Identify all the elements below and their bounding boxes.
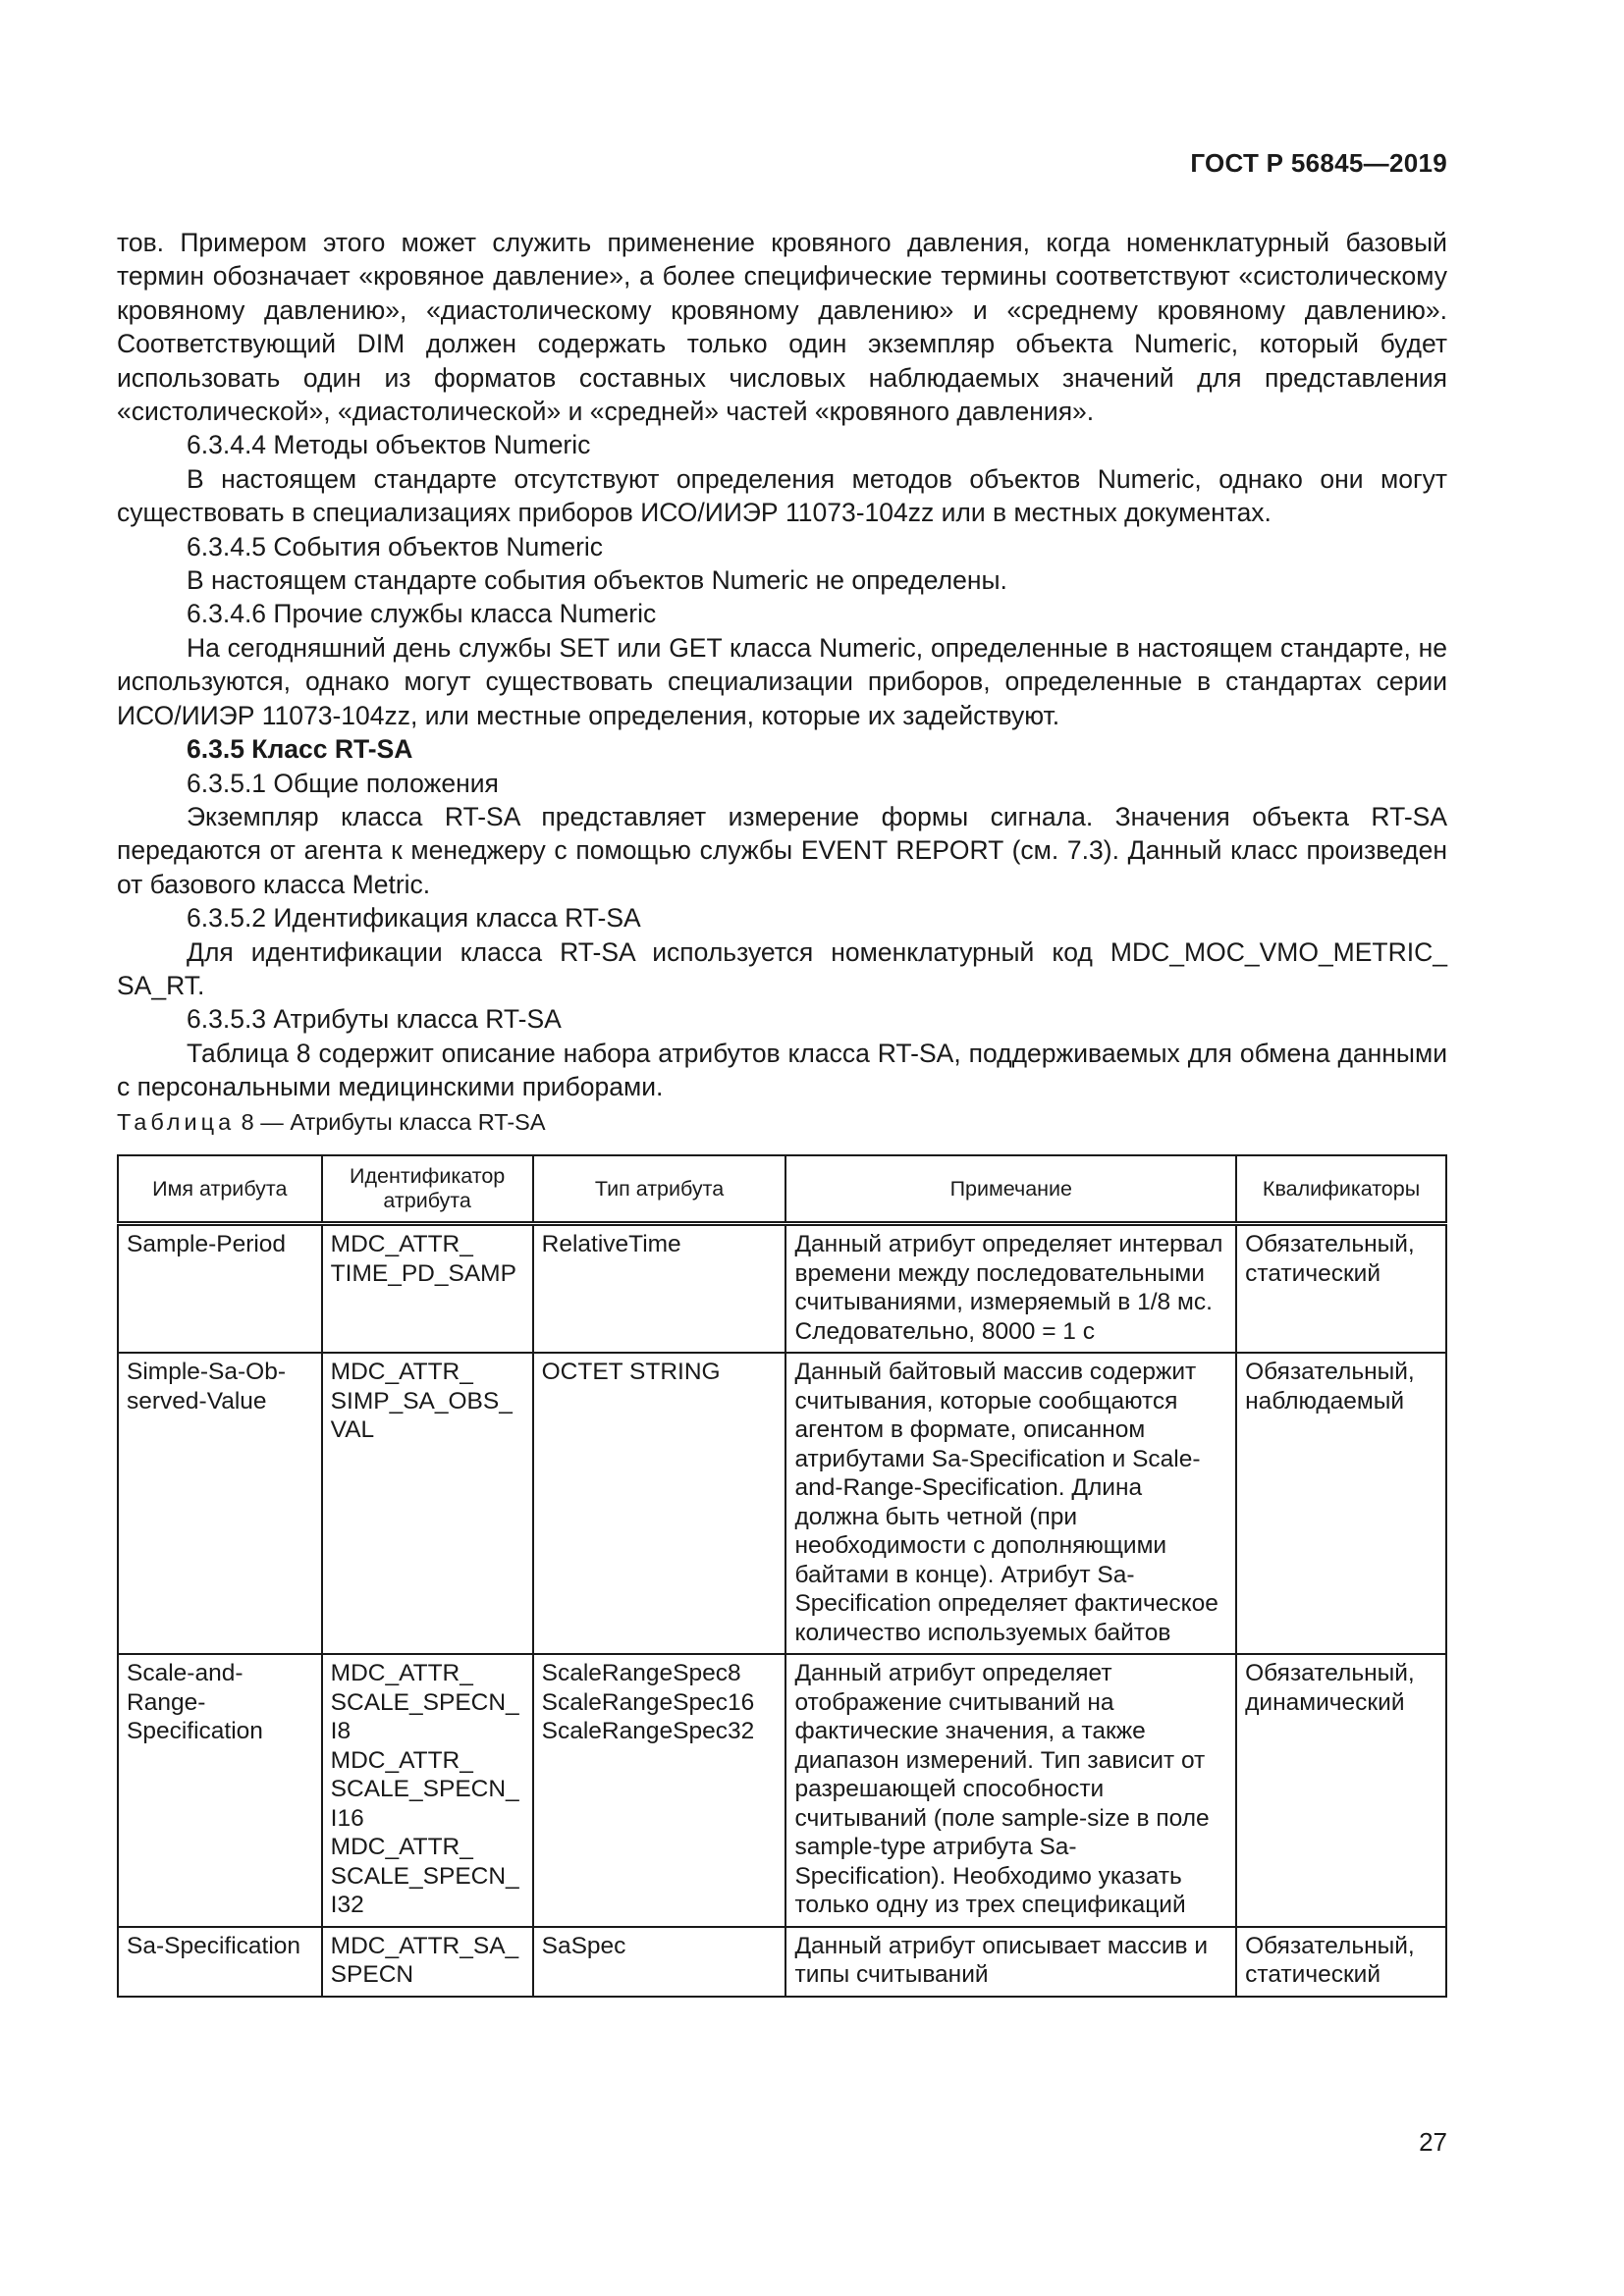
table-row bbox=[118, 1654, 1446, 1927]
cell-qualifiers: Обязательный, статический bbox=[1236, 1927, 1446, 1997]
paragraph-6-3-5-3: Таблица 8 содержит описание набора атрибутов класса RT-SA, поддерживаемых для обмена данными с персональными медицинскими приборами. bbox=[117, 1038, 1447, 1102]
cell-note: Данный атрибут описывает массив и типы считываний bbox=[785, 1927, 1236, 1997]
column-header-note: Примечание bbox=[785, 1155, 1236, 1224]
table-header-row bbox=[118, 1155, 1446, 1224]
cell-name: Sa-Specification bbox=[118, 1927, 322, 1997]
cell-qualifiers: Обязательный, динамический bbox=[1236, 1654, 1446, 1927]
cell-note: Данный байтовый массив содержит считывания, которые сообщаются агентом в формате, описанном атрибутами Sa-Specification и Scale-and-Range-Specification. Длина должна быть четной (при необходимости с дополняющими байтами в конце). Атрибут Sa-Specification определяет фактическое количество используемых байтов bbox=[785, 1353, 1236, 1654]
cell-identifier: MDC_ATTR_ SIMP_SA_OBS_ VAL bbox=[322, 1353, 533, 1654]
paragraph-6-3-4-4: В настоящем стандарте отсутствуют определения методов объектов Numeric, однако они могут существовать в специализациях приборов ИСО/ИИЭР 11073-104zz или в местных документах. bbox=[117, 463, 1447, 528]
table-caption bbox=[117, 1109, 546, 1136]
column-header-name: Имя атрибута bbox=[118, 1155, 322, 1224]
section-heading-6-3-4-5: 6.3.4.5 События объектов Numeric bbox=[187, 531, 604, 561]
cell-type: ScaleRangeSpec8 ScaleRangeSpec16 ScaleRangeSpec32 bbox=[533, 1654, 786, 1927]
column-header-type: Тип атрибута bbox=[533, 1155, 786, 1224]
cell-identifier: MDC_ATTR_ SCALE_SPECN_ I8 MDC_ATTR_ SCALE_SPECN_ I16 MDC_ATTR_ SCALE_SPECN_ I32 bbox=[322, 1654, 533, 1927]
cell-qualifiers: Обязательный, наблюдаемый bbox=[1236, 1353, 1446, 1654]
cell-note: Данный атрибут определяет интервал времени между последовательными считываниями, измеряемый в 1/8 мс. Следовательно, 8000 = 1 с bbox=[785, 1224, 1236, 1354]
section-heading-6-3-5-2: 6.3.5.2 Идентификация класса RT-SA bbox=[187, 903, 641, 934]
table-row bbox=[118, 1353, 1446, 1654]
table-row bbox=[118, 1927, 1446, 1997]
paragraph-6-3-5-2: Для идентификации класса RT-SA используется номенклатурный код MDC_MOC_VMO_METRIC_ SA_RT. bbox=[117, 936, 1447, 1000]
cell-type: SaSpec bbox=[533, 1927, 786, 1997]
attributes-table bbox=[117, 1154, 1447, 1998]
table-row bbox=[118, 1224, 1446, 1354]
section-heading-6-3-4-6: 6.3.4.6 Прочие службы класса Numeric bbox=[187, 599, 657, 629]
cell-name: Scale-and- Range- Specification bbox=[118, 1654, 322, 1927]
table-caption-label: Таблица bbox=[117, 1109, 236, 1135]
cell-name: Simple-Sa-Ob- served-Value bbox=[118, 1353, 322, 1654]
table-caption-title: 8 — Атрибуты класса RT-SA bbox=[235, 1109, 546, 1135]
column-header-qualifiers: Квалификаторы bbox=[1236, 1155, 1446, 1224]
paragraph-6-3-4-5: В настоящем стандарте события объектов Numeric не определены. bbox=[187, 565, 1007, 596]
body-text bbox=[117, 226, 1447, 1104]
document-id-header: ГОСТ Р 56845—2019 bbox=[1190, 148, 1447, 178]
section-heading-6-3-5: 6.3.5 Класс RT-SA bbox=[187, 734, 413, 765]
paragraph-continuation: тов. Примером этого может служить применение кровяного давления, когда номенклатурный базовый термин обозначает «кровяное давление», а более специфические термины соответствуют «систолическому кровяному давлению», «диастолическому кровяному давлению» и «среднему кровяному давлению». Соответствующий DIM должен содержать только один экземпляр объекта Numeric, который будет использовать один из форматов составных числовых наблюдаемых значений для представления «систолической», «диастолической» и «средней» частей «кровяного давления». bbox=[117, 228, 1447, 427]
section-heading-6-3-5-1: 6.3.5.1 Общие положения bbox=[187, 768, 499, 798]
page-number: 27 bbox=[1419, 2127, 1447, 2157]
cell-note: Данный атрибут определяет отображение считываний на фактические значения, а также диапазон измерений. Тип зависит от разрешающей способности считываний (поле sample-size в поле sample-type атрибута Sa-Specification). Необходимо указать только одну из трех спецификаций bbox=[785, 1654, 1236, 1927]
paragraph-6-3-5-1: Экземпляр класса RT-SA представляет измерение формы сигнала. Значения объекта RT-SA передаются от агента к менеджеру с помощью службы EVENT REPORT (см. 7.3). Данный класс произведен от базового класса Metric. bbox=[117, 801, 1447, 899]
cell-type: RelativeTime bbox=[533, 1224, 786, 1354]
cell-identifier: MDC_ATTR_ TIME_PD_SAMP bbox=[322, 1224, 533, 1354]
cell-qualifiers: Обязательный, статический bbox=[1236, 1224, 1446, 1354]
column-header-identifier: Идентификатор атрибута bbox=[322, 1155, 533, 1224]
section-heading-6-3-4-4: 6.3.4.4 Методы объектов Numeric bbox=[187, 430, 591, 460]
section-heading-6-3-5-3: 6.3.5.3 Атрибуты класса RT-SA bbox=[187, 1004, 562, 1035]
cell-identifier: MDC_ATTR_SA_ SPECN bbox=[322, 1927, 533, 1997]
paragraph-6-3-4-6: На сегодняшний день службы SET или GET класса Numeric, определенные в настоящем стандарте, не используются, однако могут существовать специализации приборов, определенные в стандартах серии ИСО/ИИЭР 11073-104zz, или местные определения, которые их задействуют. bbox=[117, 632, 1447, 730]
cell-name: Sample-Period bbox=[118, 1224, 322, 1354]
cell-type: OCTET STRING bbox=[533, 1353, 786, 1654]
